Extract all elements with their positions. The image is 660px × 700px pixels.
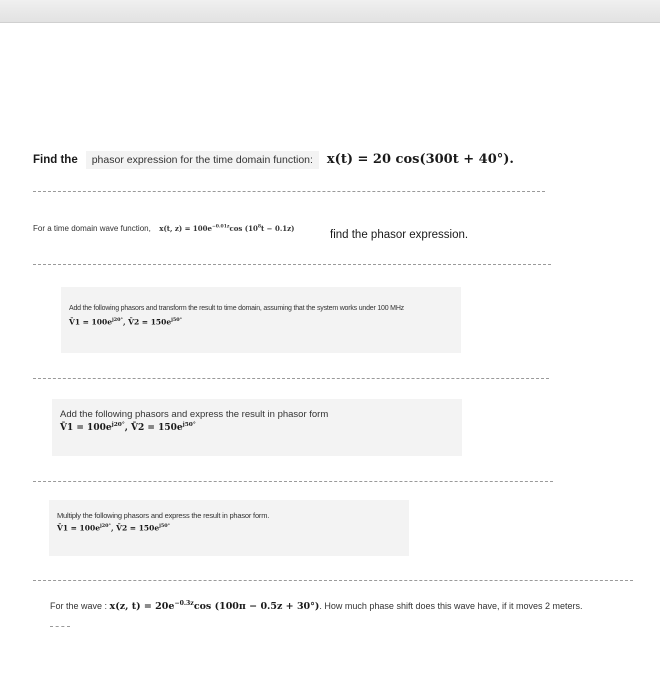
q5-v2-exp: j50° xyxy=(159,523,171,529)
q1-equation: x(t) = 20 cos(300t + 40°). xyxy=(326,152,514,167)
q2-equation xyxy=(159,224,294,233)
q3-v1-exp: j20° xyxy=(111,317,123,323)
q5-prompt: Multiply the following phasors and express the result in phasor form. xyxy=(57,511,270,520)
q4-v1: V̄1 = 100e xyxy=(60,423,112,433)
window-top-bar xyxy=(0,0,660,23)
divider-3 xyxy=(33,378,549,379)
q6-eq-lhs: x(z, t) = 20e xyxy=(109,601,175,613)
q6-tail: . How much phase shift does this wave have, if it moves 2 meters. xyxy=(319,601,583,612)
q3-v2: , V̄2 = 150e xyxy=(122,317,172,327)
q2-eq-rest: cos (10 xyxy=(229,224,258,233)
q4-v2-exp: j50° xyxy=(182,422,196,428)
q4-v1-exp: j20° xyxy=(111,422,125,428)
q3-v2-exp: j50° xyxy=(171,317,183,323)
q2-eq-lhs: x(t, z) = 100e xyxy=(159,224,212,233)
q2-eq-exp: −0.01z xyxy=(211,224,230,230)
q4-v2: , V̄2 = 150e xyxy=(124,423,183,433)
q6-lead: For the wave : xyxy=(50,601,108,612)
question-6 xyxy=(50,600,656,624)
divider-1 xyxy=(33,191,545,192)
q2-followup: find the phasor expression. xyxy=(330,229,469,241)
question-1 xyxy=(33,152,514,167)
q6-eq-exp: −0.3z xyxy=(174,600,194,607)
question-4-panel xyxy=(52,399,462,456)
q2-prompt: For a time domain wave function, xyxy=(33,224,151,233)
q4-phasors xyxy=(60,422,196,433)
q1-lead: Find the xyxy=(33,154,78,166)
divider-2 xyxy=(33,264,551,265)
question-5-panel xyxy=(49,500,409,556)
q6-eq-rest: cos (100π − 0.5z + 30°) xyxy=(193,601,320,613)
q2-eq-exp2: 8 xyxy=(257,224,261,230)
q3-prompt: Add the following phasors and transform the result to time domain, assuming that the system works under 100 MHz xyxy=(69,305,404,312)
q6-equation xyxy=(110,601,320,612)
q5-phasors xyxy=(57,523,170,533)
q4-prompt: Add the following phasors and express the result in phasor form xyxy=(60,409,329,420)
divider-4 xyxy=(33,481,553,482)
question-2 xyxy=(33,218,294,236)
q1-prompt: phasor expression for the time domain function: xyxy=(86,151,319,169)
question-3-panel xyxy=(61,287,461,353)
q2-eq-end: t − 0.1z) xyxy=(261,224,295,233)
q3-v1: V̄1 = 100e xyxy=(69,317,112,327)
q5-v1-exp: j20° xyxy=(99,523,111,529)
q5-v1: V̄1 = 100e xyxy=(57,523,100,533)
q3-phasors xyxy=(69,317,182,327)
divider-5 xyxy=(33,580,633,581)
q5-v2: , V̄2 = 150e xyxy=(110,523,160,533)
divider-6-stub xyxy=(50,626,70,627)
